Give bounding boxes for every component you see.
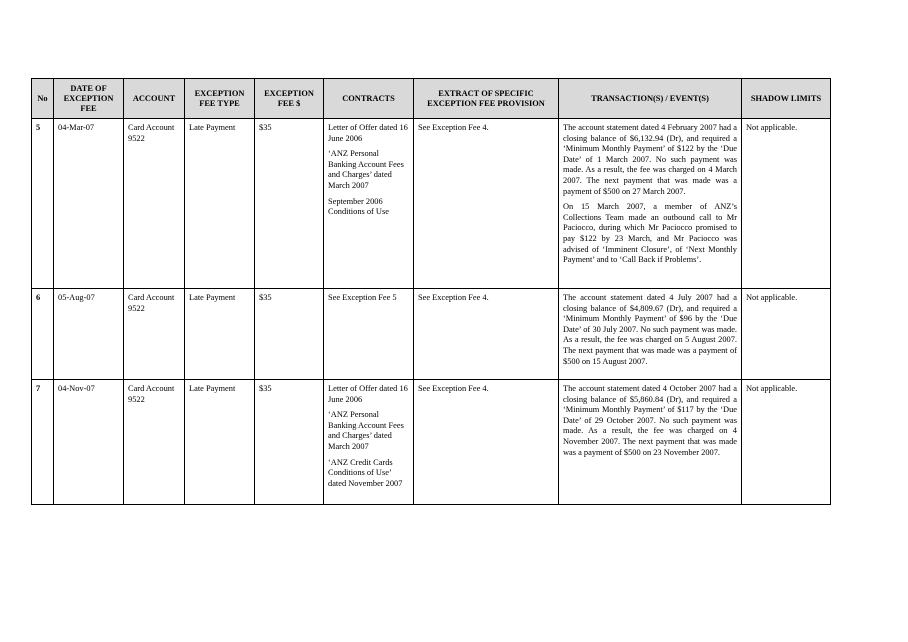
transaction-paragraph: On 15 March 2007, a member of ANZ’s Collections Team made an outbound call to Mr Paciocco, during which Mr Paciocco promised to pay $122 by 23 March, and Mr Paciocco was advised of ‘Imminent Closure’, of ‘Next Monthly Payment’ and to ‘Call Back if Problems’. [563, 202, 737, 265]
contract-item: Letter of Offer dated 16 June 2006 [328, 123, 408, 143]
transaction-paragraph: The account statement dated 4 October 2007 had a closing balance of $5,860.84 (Dr), and required a ‘Minimum Monthly Payment’ of $117 by the ‘Due Date’ of 29 October 2007. No such payment was made. As a result, the fee was charged on 4 November 2007. The next payment that was made was a payment of $500 on 23 November 2007. [563, 384, 737, 457]
account-cell: Card Account 9522 [124, 289, 185, 380]
contract-item: September 2006 Conditions of Use [328, 196, 389, 217]
transactions-cell [559, 289, 742, 380]
contracts-cell [324, 119, 414, 289]
fee-date: 04-Nov-07 [54, 380, 124, 505]
row-number: 5 [32, 119, 54, 289]
header-fee-type: EXCEPTION FEE TYPE [185, 79, 255, 119]
header-date: DATE OF EXCEPTION FEE [54, 79, 124, 119]
contracts-cell [324, 289, 414, 380]
header-account: ACCOUNT [124, 79, 185, 119]
transaction-paragraph: The account statement dated 4 February 2007 had a closing balance of $6,132.94 (Dr), and required a ‘Minimum Monthly Payment’ of $122 by the ‘Due Date’ of 1 March 2007. No such payment was made. As a result, the fee was charged on 4 March 2007. The next payment that was made was a payment of $500 on 27 March 2007. [563, 123, 737, 196]
shadow-limits-cell: Not applicable. [742, 119, 831, 289]
table-row [32, 119, 831, 289]
header-no: No [32, 79, 54, 119]
header-transactions: TRANSACTION(S) / EVENT(S) [559, 79, 742, 119]
shadow-limits-cell: Not applicable. [742, 380, 831, 505]
fee-type-cell: Late Payment [185, 380, 255, 505]
extract-cell: See Exception Fee 4. [414, 380, 559, 505]
extract-cell: See Exception Fee 4. [414, 289, 559, 380]
fee-amount-cell: $35 [255, 380, 324, 505]
header-shadow-limits: SHADOW LIMITS [742, 79, 831, 119]
header-extract: EXTRACT OF SPECIFIC EXCEPTION FEE PROVISION [414, 79, 559, 119]
transactions-cell [559, 119, 742, 289]
contract-item: ‘ANZ Personal Banking Account Fees and Charges’ dated March 2007 [328, 149, 404, 190]
transactions-cell [559, 380, 742, 505]
transaction-paragraph: The account statement dated 4 July 2007 had a closing balance of $4,809.67 (Dr), and required a ‘Minimum Monthly Payment’ of $96 by the ‘Due Date’ of 30 July 2007. No such payment was made. As a result, the fee was charged on 5 August 2007. The next payment that was made was a payment of $500 on 15 August 2007. [563, 293, 737, 366]
extract-cell: See Exception Fee 4. [414, 119, 559, 289]
contracts-cell [324, 380, 414, 505]
fee-date: 05-Aug-07 [54, 289, 124, 380]
contract-item: See Exception Fee 5 [328, 293, 397, 302]
contract-item: Letter of Offer dated 16 June 2006 [328, 384, 408, 404]
header-fee-amount: EXCEPTION FEE $ [255, 79, 324, 119]
table-row [32, 289, 831, 380]
fee-amount-cell: $35 [255, 289, 324, 380]
table-row [32, 380, 831, 505]
account-cell: Card Account 9522 [124, 380, 185, 505]
row-number: 7 [32, 380, 54, 505]
fee-date: 04-Mar-07 [54, 119, 124, 289]
exception-fees-table [31, 78, 831, 505]
fee-amount-cell: $35 [255, 119, 324, 289]
shadow-limits-cell: Not applicable. [742, 289, 831, 380]
contract-item: ‘ANZ Personal Banking Account Fees and Charges’ dated March 2007 [328, 410, 404, 451]
contract-item: ‘ANZ Credit Cards Conditions of Use’ dated November 2007 [328, 457, 403, 488]
row-number: 6 [32, 289, 54, 380]
fee-type-cell: Late Payment [185, 289, 255, 380]
table-header [32, 79, 831, 119]
fee-type-cell: Late Payment [185, 119, 255, 289]
account-cell: Card Account 9522 [124, 119, 185, 289]
header-contracts: CONTRACTS [324, 79, 414, 119]
